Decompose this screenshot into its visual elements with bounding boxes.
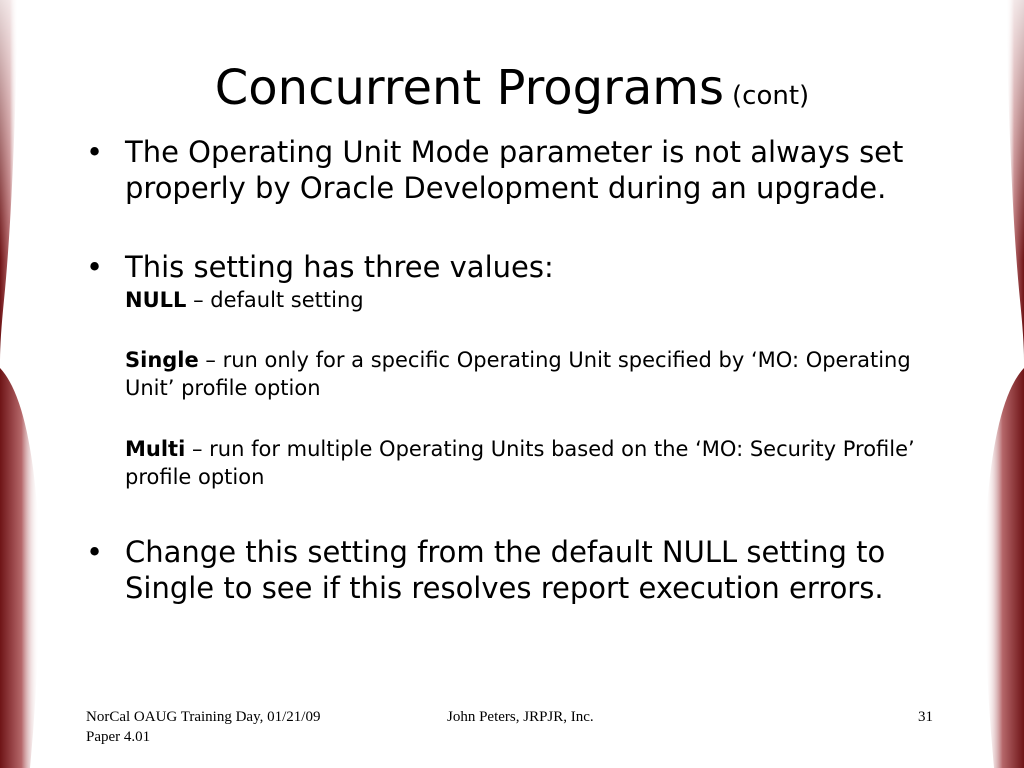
- bullet-glyph: •: [86, 135, 104, 169]
- footer-left: [86, 707, 320, 747]
- slide-title: [0, 58, 1024, 126]
- bullet-item: [86, 249, 946, 285]
- slide-title-main: Concurrent Programs: [214, 60, 725, 116]
- value-name: Single: [125, 348, 199, 372]
- value-name: NULL: [125, 288, 187, 312]
- value-description: – run for multiple Operating Units based on the ‘MO: Security Profile’ profile option: [125, 437, 915, 489]
- footer-paper: Paper 4.01: [86, 729, 151, 745]
- slide-title-sub: (cont): [732, 81, 810, 111]
- value-description: – default setting: [186, 288, 364, 312]
- value-item-null: [125, 286, 915, 314]
- value-name: Multi: [125, 437, 186, 461]
- bullet-item: [86, 134, 946, 206]
- bullet-glyph: •: [86, 250, 104, 284]
- bullet-glyph: •: [86, 535, 104, 569]
- value-item-multi: [125, 435, 915, 491]
- footer-author: John Peters, JRPJR, Inc.: [447, 709, 594, 725]
- bullet-text: Change this setting from the default NULL setting to Single to see if this resolves report execution errors.: [125, 535, 886, 605]
- footer-page-number: 31: [918, 709, 933, 725]
- value-item-single: [125, 346, 915, 402]
- bullet-text: The Operating Unit Mode parameter is not always set properly by Oracle Development during an upgrade.: [125, 135, 904, 205]
- bullet-text: This setting has three values:: [125, 250, 554, 284]
- footer-event: NorCal OAUG Training Day, 01/21/09: [86, 709, 321, 725]
- value-description: – run only for a specific Operating Unit specified by ‘MO: Operating Unit’ profile option: [125, 348, 911, 400]
- bullet-item: [86, 534, 946, 606]
